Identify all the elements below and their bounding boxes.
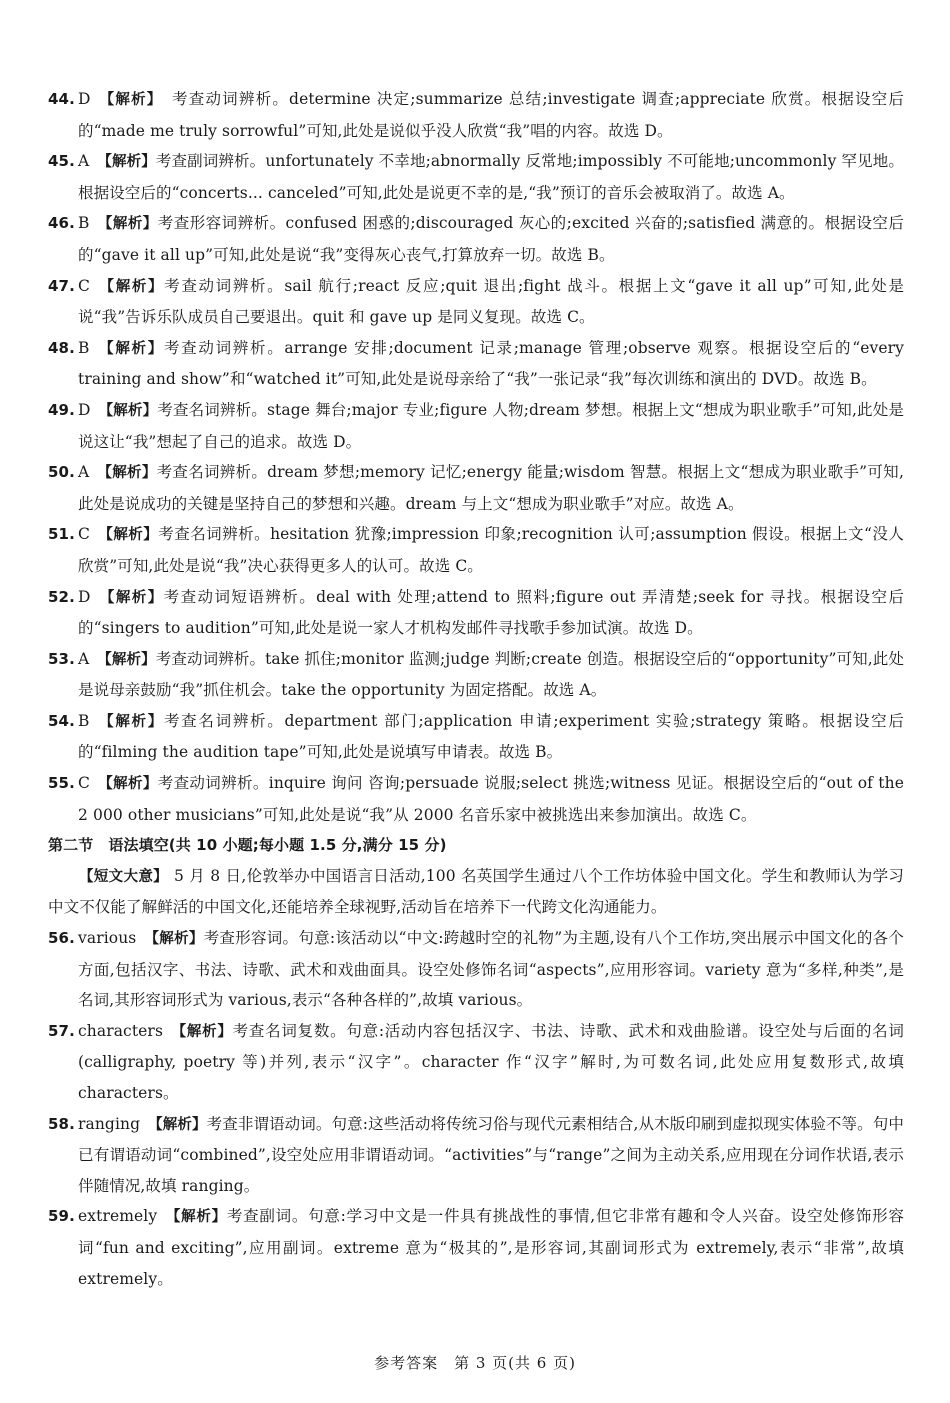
- item-explanation: 考查名词辨析。dream 梦想;memory 记忆;energy 能量;wisdom 智慧。根据上文“想成为职业歌手”可知,此处是说成功的关键是坚持自己的梦想和兴趣。dream 与上文“想成为职业歌手”对应。故选 A。: [78, 463, 904, 513]
- analysis-tag: 【解析】: [97, 651, 156, 668]
- answer-item: [48, 208, 904, 270]
- item-number: 58.: [48, 1114, 75, 1133]
- answer-item: [48, 1016, 904, 1109]
- answer-key-page: [48, 84, 904, 1294]
- answer-item: [48, 457, 904, 519]
- item-answer: A: [78, 649, 90, 668]
- grammar-items: [48, 923, 904, 1294]
- item-number: 51.: [48, 525, 75, 544]
- item-answer: B: [78, 711, 90, 730]
- page-footer: 参考答案 第 3 页(共 6 页): [374, 1354, 576, 1372]
- answer-item: [48, 706, 904, 768]
- item-number: 57.: [48, 1021, 75, 1040]
- item-answer: C: [78, 525, 90, 544]
- item-explanation: 考查名词辨析。stage 舞台;major 专业;figure 人物;dream 梦想。根据上文“想成为职业歌手”可知,此处是说这让“我”想起了自己的追求。故选 D。: [78, 400, 904, 451]
- item-number: 46.: [48, 214, 75, 233]
- item-explanation: 考查名词复数。句意:活动内容包括汉字、书法、诗歌、武术和戏曲脸谱。设空处与后面的名词(calligraphy, poetry 等)并列,表示“汉字”。character 作“汉字”解时,为可数名词,此处应用复数形式,故填 characters。: [78, 1021, 904, 1102]
- analysis-tag: 【解析】: [98, 92, 156, 108]
- answer-item: [48, 519, 904, 581]
- analysis-tag: 【解析】: [98, 589, 164, 606]
- analysis-tag: 【解析】: [171, 1023, 233, 1040]
- analysis-tag: 【解析】: [97, 154, 156, 171]
- item-explanation: 考查形容词。句意:该活动以“中文:跨越时空的礼物”为主题,设有八个工作坊,突出展示中国文化的各个方面,包括汉字、书法、诗歌、武术和戏曲面具。设空处修饰名词“aspects”,应用形容词。variety 意为“多样,种类”,是名词,其形容词形式为 various,表示“各种各样的”,故填 various。: [78, 929, 904, 1010]
- item-number: 44.: [48, 90, 75, 108]
- answer-item: [48, 1201, 904, 1294]
- answer-item: [48, 84, 904, 146]
- item-answer: B: [78, 338, 90, 357]
- analysis-tag: 【解析】: [97, 713, 164, 730]
- item-number: 49.: [48, 400, 75, 419]
- answer-item: [48, 768, 904, 830]
- item-number: 55.: [48, 774, 75, 793]
- answer-item: [48, 644, 904, 706]
- item-explanation: 考查副词。句意:学习中文是一件具有挑战性的事情,但它非常有趣和令人兴奋。设空处修饰形容词“fun and exciting”,应用副词。extreme 意为“极其的”,是形容词,其副词形式为 extremely,表示“非常”,故填 extremely。: [78, 1207, 904, 1288]
- item-explanation: 考查动词短语辨析。deal with 处理;attend to 照料;figure out 弄清楚;seek for 寻找。根据设空后的“singers to audition”可知,此处是说一家人才机构发邮件寻找歌手参加试演。故选 D。: [78, 587, 905, 638]
- item-answer: D: [78, 587, 91, 606]
- item-explanation: 考查动词辨析。determine 决定;summarize 总结;investigate 调查;appreciate 欣赏。根据设空后的“made me truly sorrowful”可知,此处是说似乎没人欣赏“我”唱的内容。故选 D。: [78, 90, 904, 140]
- analysis-tag: 【解析】: [97, 465, 157, 482]
- answer-item: [48, 333, 904, 395]
- answer-item: [48, 395, 904, 457]
- summary-text: 5 月 8 日,伦敦举办中国语言日活动,100 名英国学生通过八个工作坊体验中国文化。学生和教师认为学习中文不仅能了解鲜活的中国文化,还能培养全球视野,活动旨在培养下一代跨文化沟通能力。: [48, 866, 904, 917]
- item-number: 45.: [48, 152, 75, 171]
- analysis-tag: 【解析】: [165, 1209, 227, 1226]
- answer-item: [48, 271, 904, 333]
- summary-tag: 【短文大意】: [79, 868, 168, 885]
- analysis-tag: 【解析】: [97, 527, 159, 544]
- section-heading: 第二节 语法填空(共 10 小题;每小题 1.5 分,满分 15 分): [48, 836, 447, 855]
- item-explanation: 考查形容词辨析。confused 困惑的;discouraged 灰心的;excited 兴奋的;satisfied 满意的。根据设空后的“gave it all up”可知,此处是说“我”变得灰心丧气,打算放弃一切。故选 B。: [78, 214, 904, 264]
- passage-summary: [48, 861, 904, 923]
- item-explanation: 考查非谓语动词。句意:这些活动将传统习俗与现代元素相结合,从木版印刷到虚拟现实体验不等。句中已有谓语动词“combined”,设空处应用非谓语动词。“activities”与“range”之间为主动关系,应用现在分词作状语,表示伴随情况,故填 ranging。: [78, 1114, 904, 1195]
- item-explanation: 考查动词辨析。inquire 询问 咨询;persuade 说服;select 挑选;witness 见证。根据设空后的“out of the 2 000 other musicians”可知,此处是说“我”从 2000 名音乐家中被挑选出来参加演出。故选 C。: [78, 774, 904, 824]
- analysis-tag: 【解析】: [97, 776, 158, 793]
- item-answer: various: [78, 929, 137, 948]
- item-number: 47.: [48, 276, 75, 295]
- item-number: 52.: [48, 587, 75, 606]
- item-answer: B: [78, 214, 90, 233]
- item-answer: C: [78, 774, 90, 793]
- answer-item: [48, 1109, 904, 1202]
- item-explanation: 考查动词辨析。sail 航行;react 反应;quit 退出;fight 战斗。根据上文“gave it all up”可知,此处是说“我”告诉乐队成员自己要退出。quit 和 gave up 是同义复现。故选 C。: [78, 276, 904, 327]
- item-number: 54.: [48, 711, 75, 730]
- item-explanation: 考查副词辨析。unfortunately 不幸地;abnormally 反常地;impossibly 不可能地;uncommonly 罕见地。根据设空后的“concerts... canceled”可知,此处是说更不幸的是,“我”预订的音乐会被取消了。故选 A。: [78, 152, 904, 202]
- analysis-tag: 【解析】: [148, 1116, 207, 1133]
- analysis-tag: 【解析】: [144, 931, 204, 948]
- item-number: 56.: [48, 929, 75, 948]
- item-answer: A: [78, 463, 90, 482]
- item-answer: ranging: [78, 1114, 141, 1133]
- item-number: 50.: [48, 463, 75, 482]
- item-explanation: 考查动词辨析。take 抓住;monitor 监测;judge 判断;create 创造。根据设空后的“opportunity”可知,此处是说母亲鼓励“我”抓住机会。take the opportunity 为固定搭配。故选 A。: [78, 649, 905, 700]
- item-answer: D: [78, 90, 91, 108]
- item-explanation: 考查名词辨析。hesitation 犹豫;impression 印象;recognition 认可;assumption 假设。根据上文“没人欣赏”可知,此处是说“我”决心获得更多人的认可。故选 C。: [78, 525, 904, 575]
- item-answer: D: [78, 400, 91, 419]
- item-number: 53.: [48, 649, 75, 668]
- item-answer: A: [78, 152, 90, 171]
- item-number: 59.: [48, 1207, 75, 1226]
- item-number: 48.: [48, 338, 75, 357]
- analysis-tag: 【解析】: [97, 340, 164, 357]
- item-explanation: 考查名词辨析。department 部门;application 申请;experiment 实验;strategy 策略。根据设空后的“filming the audition tape”可知,此处是说填写申请表。故选 B。: [78, 711, 904, 762]
- item-answer: characters: [78, 1021, 164, 1040]
- analysis-tag: 【解析】: [97, 278, 165, 295]
- answer-item: [48, 923, 904, 1016]
- answer-item: [48, 582, 904, 644]
- answer-item: [48, 146, 904, 208]
- analysis-tag: 【解析】: [97, 216, 158, 233]
- item-answer: C: [78, 276, 90, 295]
- vocabulary-items: [48, 84, 904, 830]
- item-answer: extremely: [78, 1207, 158, 1226]
- item-explanation: 考查动词辨析。arrange 安排;document 记录;manage 管理;observe 观察。根据设空后的“every training and show”和“watched it”可知,此处是说母亲给了“我”一张记录“我”每次训练和演出的 DVD。故选 B。: [78, 338, 904, 389]
- analysis-tag: 【解析】: [98, 402, 158, 419]
